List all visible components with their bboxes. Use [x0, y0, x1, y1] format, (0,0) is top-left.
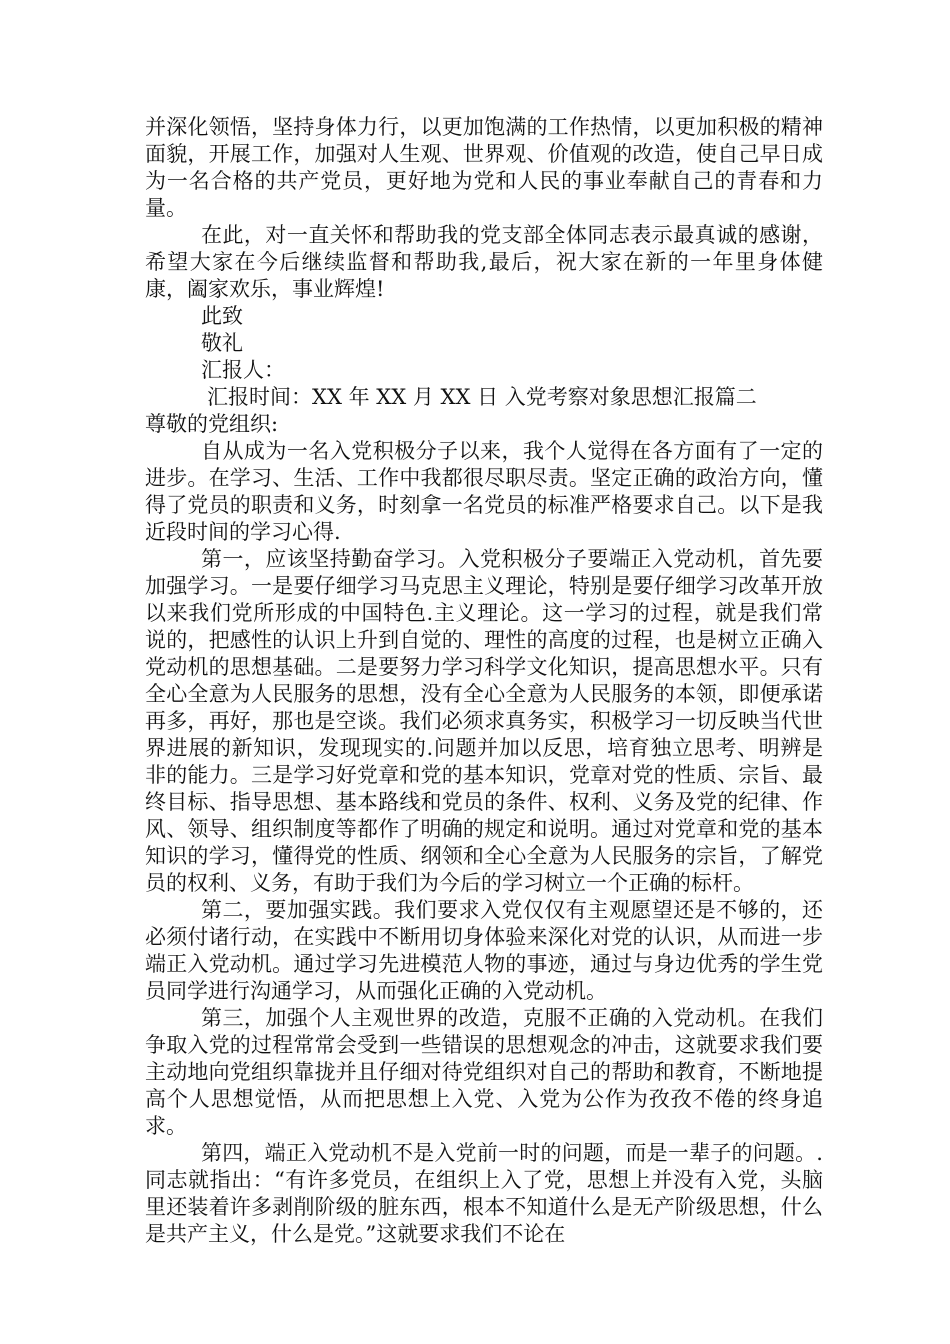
report-date-line: 汇报时间：XX 年 XX 月 XX 日 入党考察对象思想汇报篇二	[207, 385, 757, 409]
paragraph-thanks: 在此，对一直关怀和帮助我的党支部全体同志表示最真诚的感谢，希望大家在今后继续监督和帮助我,最后，祝大家在新的一年里身体健康，阖家欢乐，事业辉煌!	[145, 223, 823, 301]
reporter-line: 汇报人：	[201, 358, 285, 382]
closing-ci-zhi: 此致	[201, 304, 243, 328]
salutation: 尊敬的党组织:	[145, 412, 279, 436]
paragraph-first: 第一，应该坚持勤奋学习。入党积极分子要端正入党动机，首先要加强学习。一是要仔细学习马克思主义理论，特别是要仔细学习改革开放以来我们党所形成的中国特色.主义理论。这一学习的过程，就是我们常说的，把感性的认识上升到自觉的、理性的高度的过程，也是树立正确入党动机的思想基础。二是要努力学习科学文化知识，提高思想水平。只有全心全意为人民服务的思想，没有全心全意为人民服务的本领，即便承诺再多，再好，那也是空谈。我们必须求真务实，积极学习一切反映当代世界进展的新知识，发现现实的.问题并加以反思，培育独立思考、明辨是非的能力。三是学习好党章和党的基本知识，党章对党的性质、宗旨、最终目标、指导思想、基本路线和党员的条件、权利、义务及党的纪律、作风、领导、组织制度等都作了明确的规定和说明。通过对党章和党的基本知识的学习，懂得党的性质、纲领和全心全意为人民服务的宗旨，了解党员的权利、义务，有助于我们为今后的学习树立一个正确的标杆。	[145, 547, 823, 895]
paragraph-second: 第二，要加强实践。我们要求入党仅仅有主观愿望还是不够的，还必须付诸行动，在实践中不断用切身体验来深化对党的认识，从而进一步端正入党动机。通过学习先进模范人物的事迹，通过与身边优秀的学生党员同学进行沟通学习，从而强化正确的入党动机。	[145, 898, 823, 1003]
paragraph-continuation: 并深化领悟，坚持身体力行，以更加饱满的工作热情，以更加积极的精神面貌，开展工作，加强对人生观、世界观、价值观的改造，使自己早日成为一名合格的共产党员，更好地为党和人民的事业奉献自己的青春和力量。	[145, 115, 823, 220]
closing-jing-li: 敬礼	[201, 331, 243, 355]
paragraph-intro: 自从成为一名入党积极分子以来，我个人觉得在各方面有了一定的进步。在学习、生活、工作中我都很尽职尽责。坚定正确的政治方向，懂得了党员的职责和义务，时刻拿一名党员的标准严格要求自己。以下是我近段时间的学习心得.	[145, 439, 823, 544]
document-page	[145, 114, 823, 1248]
paragraph-third: 第三，加强个人主观世界的改造，克服不正确的入党动机。在我们争取入党的过程常常会受到一些错误的思想观念的冲击，这就要求我们要主动地向党组织靠拢并且仔细对待党组织对自己的帮助和教育，不断地提高个人思想觉悟，从而把思想上入党、入党为公作为孜孜不倦的终身追求。	[145, 1006, 823, 1138]
paragraph-fourth: 第四，端正入党动机不是入党前一时的问题，而是一辈子的问题。.同志就指出：“有许多党员，在组织上入了党，思想上并没有入党，头脑里还装着许多剥削阶级的脏东西，根本不知道什么是无产阶级思想，什么是共产主义，什么是党。”这就要求我们不论在	[145, 1141, 823, 1246]
